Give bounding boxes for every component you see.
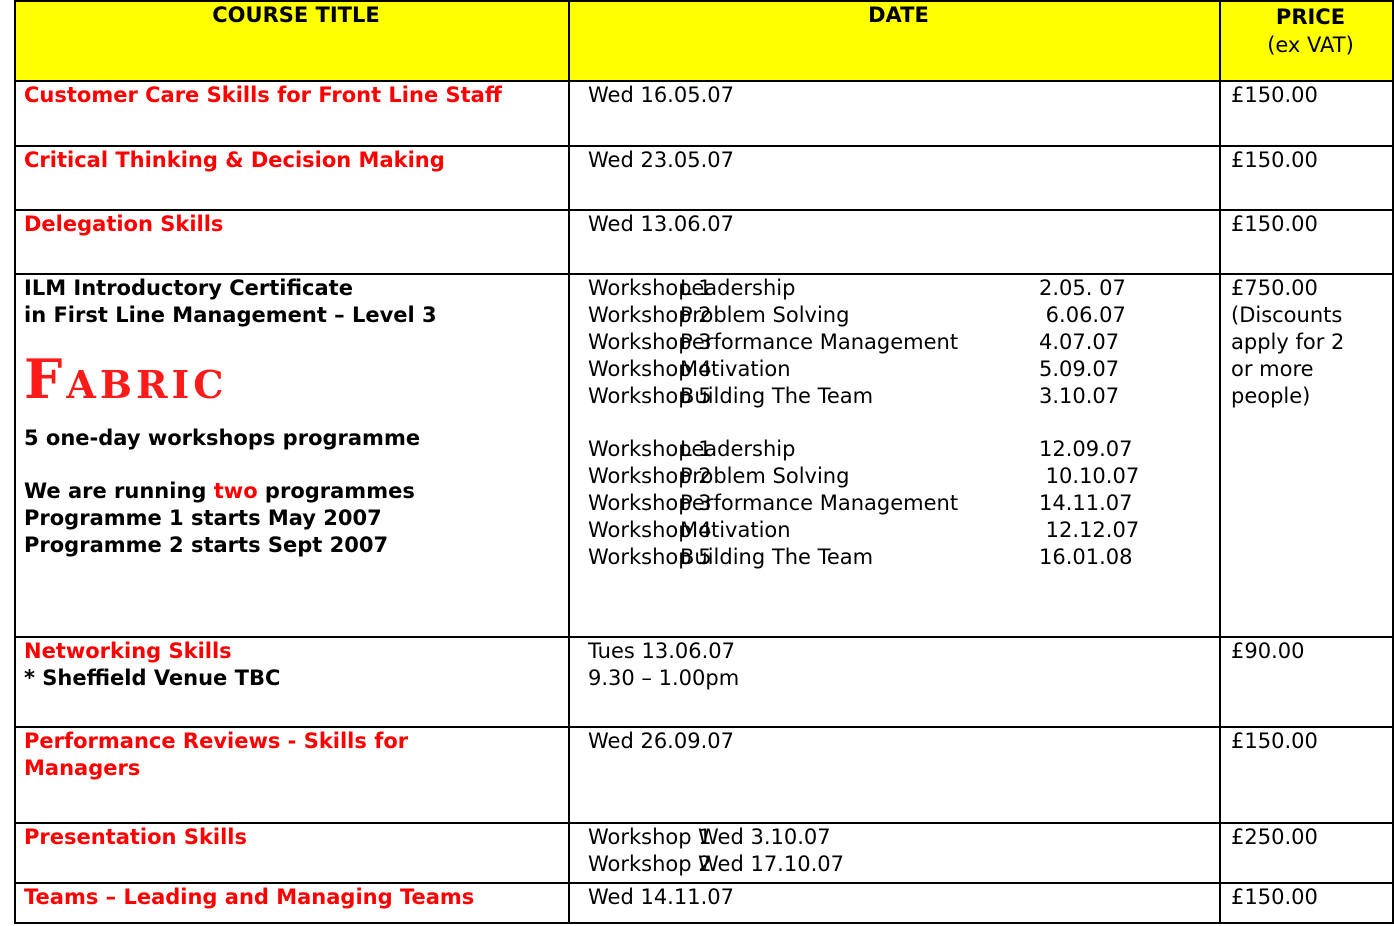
workshop-topic: Problem Solving	[680, 464, 850, 488]
workshop-number: Workshop 3	[588, 330, 712, 354]
course-price: £150.00	[1220, 81, 1393, 146]
course-title	[15, 727, 569, 823]
workshop-line	[588, 302, 1168, 329]
ilm-programme: 5 one-day workshops programme	[24, 426, 421, 450]
course-price: £150.00	[1220, 146, 1393, 210]
course-date: Wed 16.05.07	[569, 81, 1220, 146]
table-row	[15, 883, 1393, 923]
course-title: Delegation Skills	[15, 210, 569, 274]
course-title: Presentation Skills	[15, 823, 569, 883]
discount-note: people)	[1231, 384, 1311, 408]
workshop-line	[588, 851, 1168, 878]
course-price: £90.00	[1220, 637, 1393, 727]
ilm-prog1: Programme 1 starts May 2007	[24, 506, 382, 530]
course-date: Tues 13.06.07	[588, 639, 735, 663]
ilm-prog2: Programme 2 starts Sept 2007	[24, 533, 389, 557]
course-price: £150.00	[1220, 210, 1393, 274]
course-schedule-table	[14, 0, 1394, 924]
workshop-number: Workshop 4	[588, 357, 712, 381]
ilm-running-word: two	[213, 479, 258, 503]
ilm-running-pre: We are running	[24, 479, 214, 503]
workshop-line	[588, 463, 1168, 490]
course-date: Wed 26.09.07	[569, 727, 1220, 823]
workshop-number: Workshop 4	[588, 518, 712, 542]
table-row	[15, 727, 1393, 823]
ilm-title-line1: ILM Introductory Certificate	[24, 276, 353, 300]
course-time: 9.30 – 1.00pm	[588, 666, 740, 690]
course-price: £150.00	[1220, 727, 1393, 823]
workshop-number: Workshop 1	[588, 437, 712, 461]
course-title-line: Managers	[24, 756, 141, 780]
table-row	[15, 637, 1393, 727]
workshop-date: 12.09.07	[1039, 437, 1133, 461]
course-price: £250.00	[1220, 823, 1393, 883]
workshop-line	[588, 329, 1168, 356]
course-title-line: Performance Reviews - Skills for	[24, 729, 409, 753]
ilm-course-cell	[15, 274, 569, 637]
workshop-date: Wed 17.10.07	[698, 852, 844, 876]
workshop-number: Workshop 1	[588, 276, 712, 300]
workshop-line	[588, 436, 1168, 463]
discount-note: apply for 2	[1231, 330, 1345, 354]
workshop-line	[588, 356, 1168, 383]
workshop-date: 12.12.07	[1039, 518, 1140, 542]
table-row	[15, 823, 1393, 883]
discount-note: (Discounts	[1231, 303, 1343, 327]
course-price: £150.00	[1220, 883, 1393, 923]
course-date: Wed 13.06.07	[569, 210, 1220, 274]
workshop-date: 10.10.07	[1039, 464, 1140, 488]
presentation-date-cell	[569, 823, 1220, 883]
networking-course-cell	[15, 637, 569, 727]
venue-note: * Sheffield Venue TBC	[24, 666, 281, 690]
workshop-date: 5.09.07	[1039, 357, 1120, 381]
table-row	[15, 146, 1393, 210]
course-date: Wed 14.11.07	[569, 883, 1220, 923]
course-date: Wed 23.05.07	[569, 146, 1220, 210]
workshop-topic: Leadership	[680, 437, 796, 461]
ilm-price-cell	[1220, 274, 1393, 637]
ilm-row	[15, 274, 1393, 637]
header-date: DATE	[569, 1, 1220, 81]
ilm-running-post: programmes	[257, 479, 415, 503]
fabric-logo: Fabric	[24, 347, 228, 411]
workshop-number: Workshop 3	[588, 491, 712, 515]
course-price: £750.00	[1231, 276, 1318, 300]
workshop-topic: Problem Solving	[680, 303, 850, 327]
workshop-topic: Leadership	[680, 276, 796, 300]
workshop-line	[588, 275, 1168, 302]
workshop-line	[588, 544, 1168, 571]
header-price-note: (ex VAT)	[1267, 33, 1354, 57]
ilm-title-line2: in First Line Management – Level 3	[24, 303, 437, 327]
course-title: Critical Thinking & Decision Making	[15, 146, 569, 210]
workshop-date: 3.10.07	[1039, 384, 1120, 408]
workshop-topic: Performance Management	[680, 491, 959, 515]
workshop-number: Workshop 2	[588, 303, 712, 327]
table-row	[15, 81, 1393, 146]
course-title: Networking Skills	[24, 639, 232, 663]
workshop-number: Workshop 2	[588, 852, 712, 876]
workshop-topic: Performance Management	[680, 330, 959, 354]
workshop-line	[588, 517, 1168, 544]
course-title: Customer Care Skills for Front Line Staff	[15, 81, 569, 146]
workshop-number: Workshop 1	[588, 825, 712, 849]
header-price	[1220, 1, 1393, 81]
ilm-running	[24, 478, 568, 505]
course-title: Teams – Leading and Managing Teams	[15, 883, 569, 923]
workshop-line	[588, 490, 1168, 517]
header-price-label: PRICE	[1275, 5, 1346, 29]
workshop-number: Workshop 5	[588, 545, 712, 569]
workshop-date: 16.01.08	[1039, 545, 1133, 569]
workshop-topic: Building The Team	[680, 545, 874, 569]
workshop-topic: Motivation	[680, 357, 791, 381]
workshop-date: 6.06.07	[1039, 303, 1126, 327]
workshop-number: Workshop 2	[588, 464, 712, 488]
networking-date-cell	[569, 637, 1220, 727]
workshop-date: 14.11.07	[1039, 491, 1133, 515]
ilm-workshops-cell	[569, 274, 1220, 637]
workshop-number: Workshop 5	[588, 384, 712, 408]
header-course-title: COURSE TITLE	[15, 1, 569, 81]
workshop-date: Wed 3.10.07	[698, 825, 831, 849]
workshop-date: 4.07.07	[1039, 330, 1120, 354]
workshop-topic: Motivation	[680, 518, 791, 542]
discount-note: or more	[1231, 357, 1314, 381]
workshop-topic: Building The Team	[680, 384, 874, 408]
table-row	[15, 210, 1393, 274]
workshop-line	[588, 383, 1168, 410]
workshop-date: 2.05. 07	[1039, 276, 1126, 300]
header-row	[15, 1, 1393, 81]
workshop-line	[588, 824, 1168, 851]
